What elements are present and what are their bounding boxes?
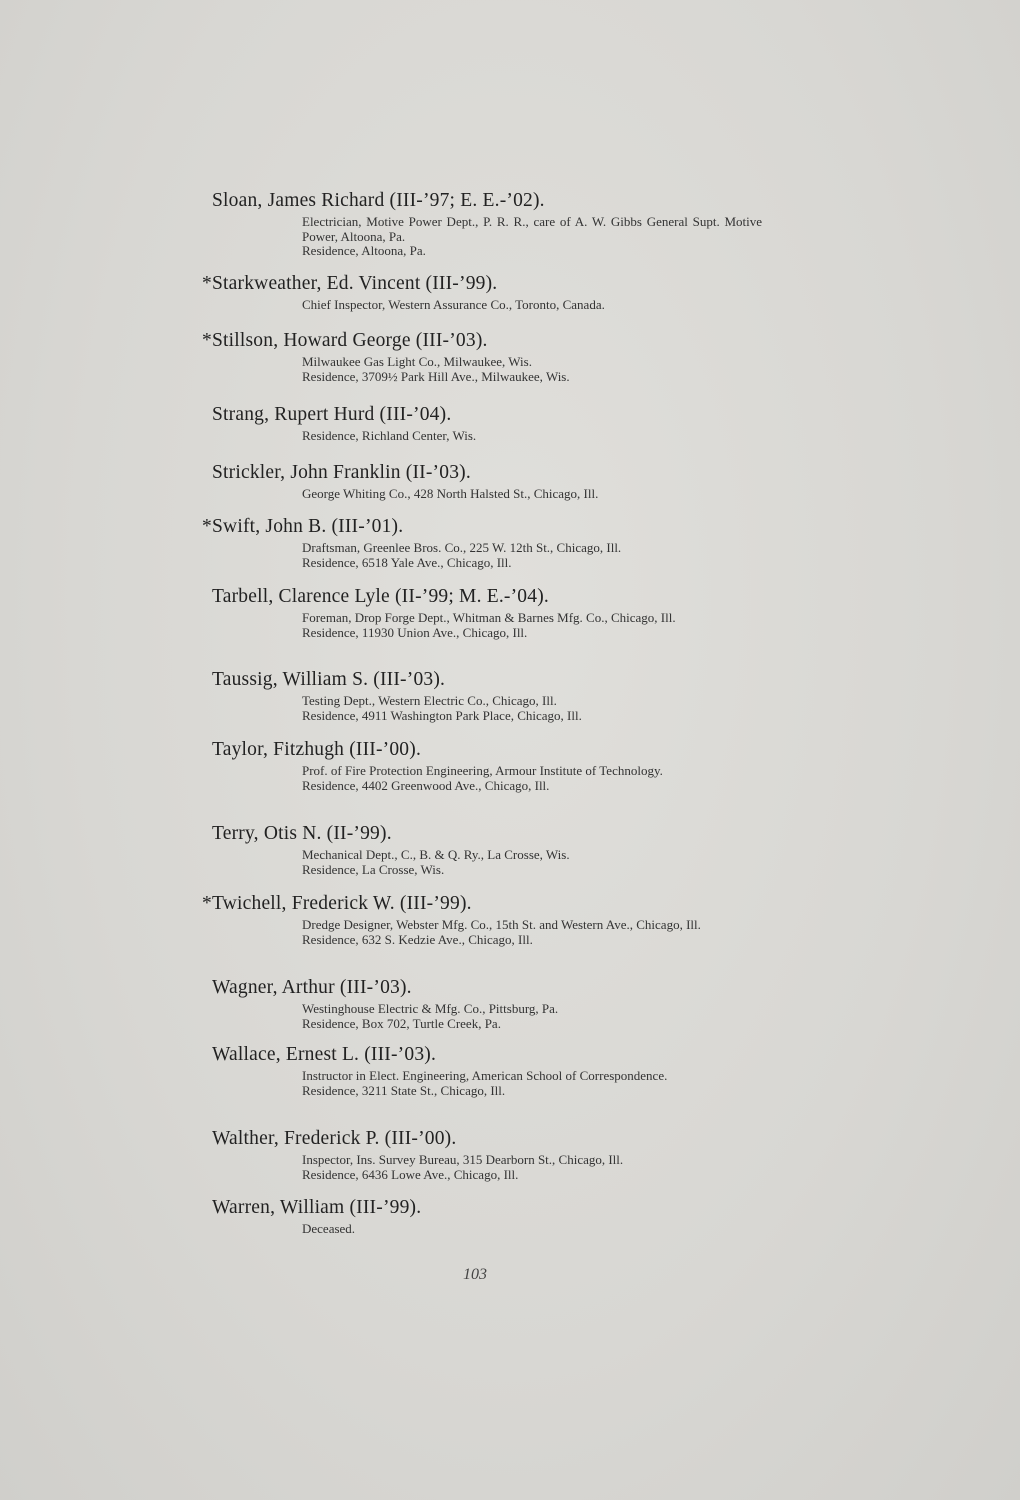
directory-entry — [202, 404, 762, 444]
entry-name — [202, 273, 762, 295]
entry-name — [202, 1197, 762, 1219]
entry-residence: Residence, 4911 Washington Park Place, Chicago, Ill. — [302, 707, 582, 723]
page-number: 103 — [463, 1266, 487, 1283]
entry-details — [202, 1222, 762, 1237]
entry-name — [202, 462, 762, 484]
deceased-or-note-marker: * — [202, 893, 212, 914]
entry-residence: Residence, 632 S. Kedzie Ave., Chicago, Ill. — [302, 931, 533, 947]
directory-entry — [202, 977, 762, 1031]
entry-name — [202, 404, 762, 426]
entry-details — [202, 764, 762, 793]
entry-name — [202, 739, 762, 761]
entry-name — [202, 669, 762, 691]
entry-residence: Residence, 11930 Union Ave., Chicago, Ill. — [302, 624, 528, 640]
entry-name — [202, 1128, 762, 1150]
entry-name-text: Starkweather, Ed. Vincent (III-’99). — [212, 273, 498, 294]
entry-name — [202, 1044, 762, 1066]
entry-name — [202, 190, 762, 212]
entry-detail-line: Prof. of Fire Protection Engineering, Armour Institute of Technology. — [302, 763, 663, 778]
entry-details — [202, 1153, 762, 1182]
directory-entry — [202, 1044, 762, 1098]
entry-detail-line: Westinghouse Electric & Mfg. Co., Pittsburg, Pa. — [302, 1001, 559, 1016]
entry-details — [202, 541, 762, 570]
entry-detail-line: Foreman, Drop Forge Dept., Whitman & Barnes Mfg. Co., Chicago, Ill. — [302, 610, 676, 625]
directory-entry — [202, 586, 762, 640]
entry-detail-line: George Whiting Co., 428 North Halsted St., Chicago, Ill. — [302, 486, 599, 501]
entry-detail-line: Inspector, Ins. Survey Bureau, 315 Dearborn St., Chicago, Ill. — [302, 1152, 624, 1167]
entry-detail-line: Chief Inspector, Western Assurance Co., Toronto, Canada. — [302, 297, 605, 312]
entry-details — [202, 429, 762, 444]
entry-name-text: Strang, Rupert Hurd (III-’04). — [212, 404, 452, 425]
directory-entry — [202, 190, 762, 259]
entry-residence: Residence, 6518 Yale Ave., Chicago, Ill. — [302, 554, 512, 570]
entry-details — [202, 1069, 762, 1098]
entry-details — [202, 611, 762, 640]
entry-residence: Residence, Altoona, Pa. — [302, 243, 426, 259]
directory-entry — [202, 669, 762, 723]
entry-residence: Residence, Richland Center, Wis. — [302, 428, 477, 443]
entry-name-text: Stillson, Howard George (III-’03). — [212, 330, 488, 351]
entry-name-text: Terry, Otis N. (II-’99). — [212, 823, 392, 844]
entry-name — [202, 516, 762, 538]
entry-name-text: Tarbell, Clarence Lyle (II-’99; M. E.-’04). — [212, 586, 549, 607]
entry-residence: Residence, 3211 State St., Chicago, Ill. — [302, 1082, 506, 1098]
entry-residence: Residence, 6436 Lowe Ave., Chicago, Ill. — [302, 1166, 519, 1182]
entry-residence: Residence, La Crosse, Wis. — [302, 861, 445, 877]
entry-name — [202, 977, 762, 999]
entry-name-text: Wallace, Ernest L. (III-’03). — [212, 1044, 437, 1065]
directory-entry — [202, 462, 762, 502]
entry-residence: Residence, 3709½ Park Hill Ave., Milwaukee, Wis. — [302, 368, 570, 384]
directory-entry — [202, 1128, 762, 1182]
entry-name-text: Taylor, Fitzhugh (III-’00). — [212, 739, 422, 760]
entry-detail-line: Draftsman, Greenlee Bros. Co., 225 W. 12th St., Chicago, Ill. — [302, 540, 622, 555]
entry-name-text: Sloan, James Richard (III-’97; E. E.-’02). — [212, 190, 545, 211]
directory-entry — [202, 893, 762, 947]
deceased-or-note-marker: * — [202, 273, 212, 294]
deceased-or-note-marker: * — [202, 516, 212, 537]
entry-name-text: Swift, John B. (III-’01). — [212, 516, 404, 537]
entry-detail-line: Deceased. — [302, 1221, 356, 1236]
entry-detail-line: Electrician, Motive Power Dept., P. R. R., care of A. W. Gibbs General Supt. Motive Power, Altoona, Pa. — [302, 214, 762, 244]
directory-entry — [202, 739, 762, 793]
entry-name-text: Taussig, William S. (III-’03). — [212, 669, 446, 690]
entry-details — [202, 1002, 762, 1031]
entry-details — [202, 918, 762, 947]
entry-details — [202, 215, 762, 259]
entry-detail-line: Dredge Designer, Webster Mfg. Co., 15th St. and Western Ave., Chicago, Ill. — [302, 917, 701, 932]
entry-name — [202, 330, 762, 352]
entry-detail-line: Milwaukee Gas Light Co., Milwaukee, Wis. — [302, 354, 532, 369]
entry-details — [202, 298, 762, 313]
entry-details — [202, 355, 762, 384]
entry-detail-line: Instructor in Elect. Engineering, American School of Correspondence. — [302, 1068, 668, 1083]
entry-residence: Residence, 4402 Greenwood Ave., Chicago, Ill. — [302, 777, 550, 793]
entry-name-text: Wagner, Arthur (III-’03). — [212, 977, 412, 998]
entry-name-text: Twichell, Frederick W. (III-’99). — [212, 893, 472, 914]
entry-detail-line: Mechanical Dept., C., B. & Q. Ry., La Crosse, Wis. — [302, 847, 570, 862]
entry-name — [202, 586, 762, 608]
entry-residence: Residence, Box 702, Turtle Creek, Pa. — [302, 1015, 501, 1031]
entry-name — [202, 893, 762, 915]
directory-entry — [202, 1197, 762, 1237]
entry-name-text: Strickler, John Franklin (II-’03). — [212, 462, 471, 483]
directory-entry — [202, 330, 762, 384]
entry-details — [202, 694, 762, 723]
deceased-or-note-marker: * — [202, 330, 212, 351]
entry-detail-line: Testing Dept., Western Electric Co., Chicago, Ill. — [302, 693, 557, 708]
entry-details — [202, 487, 762, 502]
directory-entry — [202, 273, 762, 313]
directory-entry — [202, 823, 762, 877]
directory-entry — [202, 516, 762, 570]
entry-name — [202, 823, 762, 845]
entry-name-text: Walther, Frederick P. (III-’00). — [212, 1128, 457, 1149]
entry-details — [202, 848, 762, 877]
entry-name-text: Warren, William (III-’99). — [212, 1197, 422, 1218]
